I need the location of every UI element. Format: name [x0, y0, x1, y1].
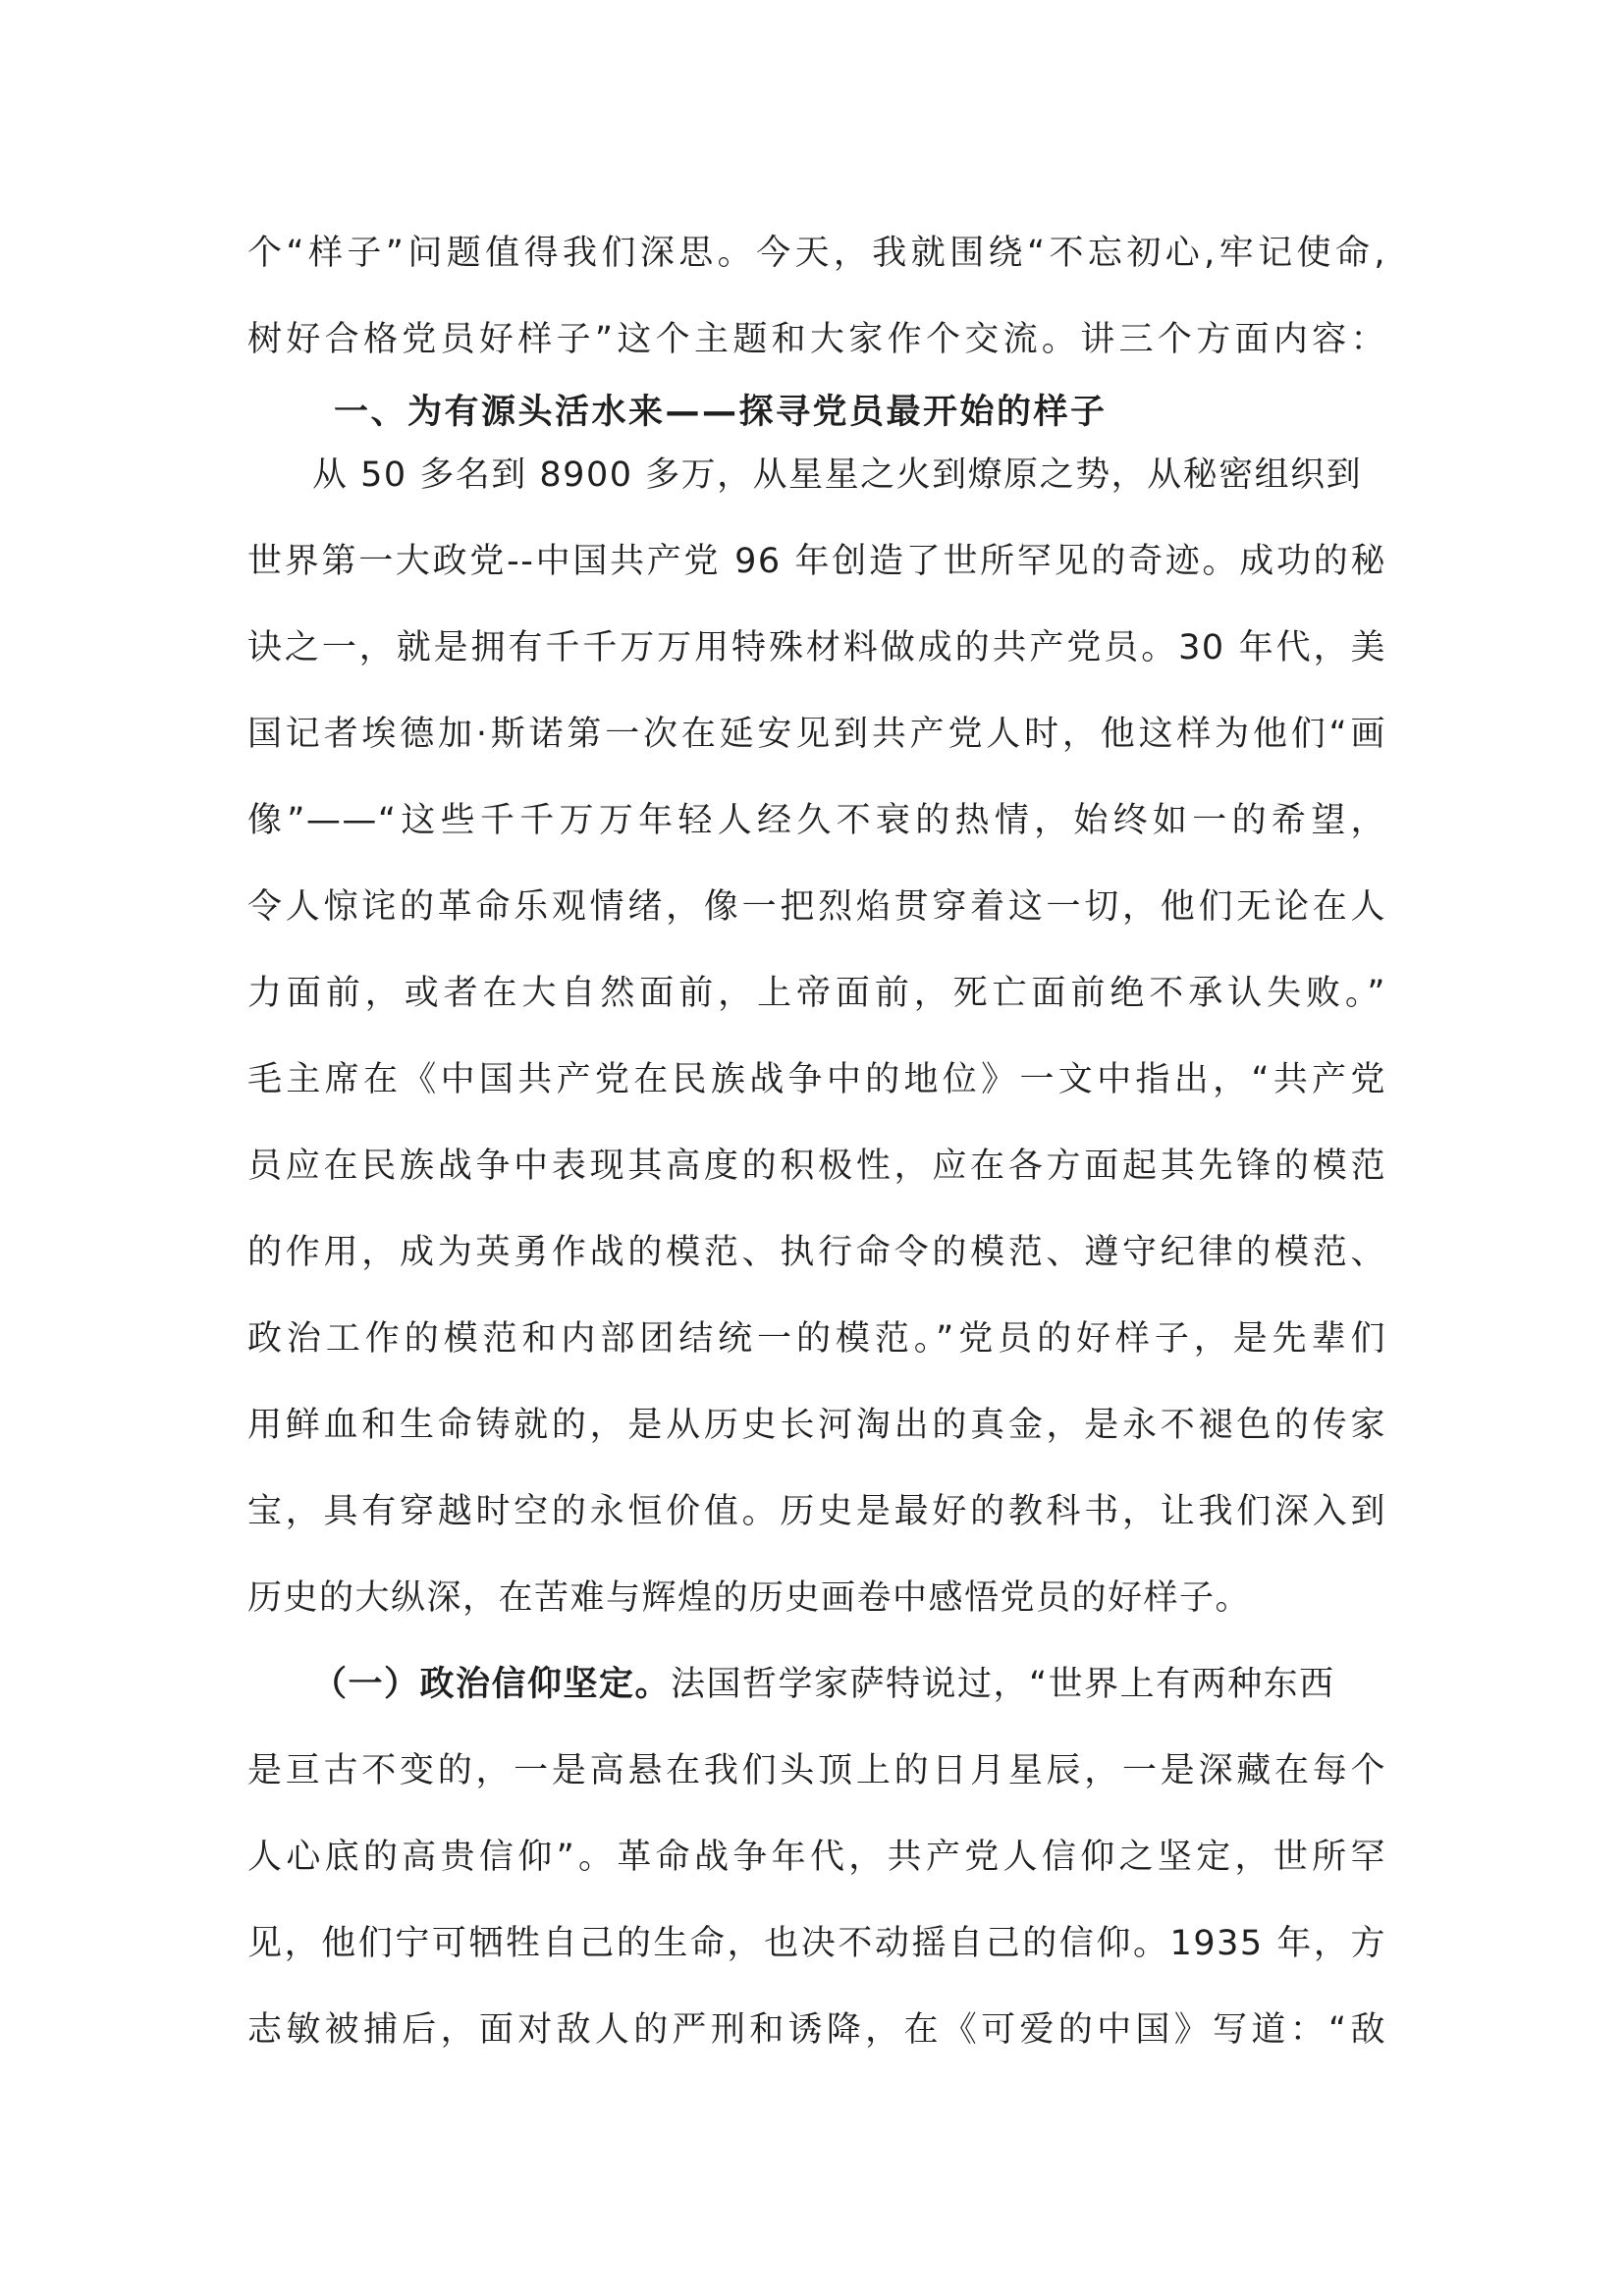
- text-line-22: 志敏被捕后，面对敌人的严刑和诱降，在《可爱的中国》写道：“敌: [247, 2010, 1386, 2050]
- text-line-6: 诀之一，就是拥有千千万万用特殊材料做成的共产党员。30 年代，美: [247, 628, 1386, 667]
- text-line-15: 用鲜血和生命铸就的，是从历史长河淘出的真金，是永不褪色的传家: [247, 1406, 1386, 1445]
- text-line-20: 人心底的高贵信仰”。革命战争年代，共产党人信仰之坚定，世所罕: [247, 1838, 1386, 1877]
- text-line-14: 政治工作的模范和内部团结统一的模范。”党员的好样子，是先辈们: [247, 1319, 1386, 1359]
- subsection-text: 法国哲学家萨特说过，“世界上有两种东西: [671, 1665, 1335, 1704]
- text-line-17: 历史的大纵深，在苦难与辉煌的历史画卷中感悟党员的好样子。: [247, 1578, 1252, 1618]
- text-line-8: 像”——“这些千千万万年轻人经久不衰的热情，始终如一的希望，: [247, 801, 1386, 840]
- text-line-10: 力面前，或者在大自然面前，上帝面前，死亡面前绝不承认失败。”: [247, 974, 1386, 1013]
- text-line-2: 树好合格党员好样子”这个主题和大家作个交流。讲三个方面内容：: [247, 320, 1386, 359]
- text-line-19: 是亘古不变的，一是高悬在我们头顶上的日月星辰，一是深藏在每个: [247, 1751, 1386, 1790]
- text-line-12: 员应在民族战争中表现其高度的积极性，应在各方面起其先锋的模范: [247, 1147, 1386, 1186]
- text-line-9: 令人惊诧的革命乐观情绪，像一把烈焰贯穿着这一切，他们无论在人: [247, 887, 1386, 927]
- text-line-13: 的作用，成为英勇作战的模范、执行命令的模范、遵守纪律的模范、: [247, 1233, 1386, 1272]
- text-line-11: 毛主席在《中国共产党在民族战争中的地位》一文中指出，“共产党: [247, 1060, 1386, 1099]
- text-line-7: 国记者埃德加·斯诺第一次在延安见到共产党人时，他这样为他们“画: [247, 715, 1386, 754]
- text-line-5: 世界第一大政党--中国共产党 96 年创造了世所罕见的奇迹。成功的秘: [247, 542, 1386, 581]
- text-line-1: 个“样子”问题值得我们深思。今天，我就围绕“不忘初心,牢记使命,: [247, 234, 1386, 273]
- section-paragraph-first-line: [312, 1663, 1386, 1706]
- subsection-title: （一）政治信仰坚定。: [312, 1665, 672, 1704]
- section-heading: 一、为有源头活水来——探寻党员最开始的样子: [334, 393, 1108, 432]
- text-line-4: 从 50 多名到 8900 多万，从星星之火到燎原之势，从秘密组织到: [312, 455, 1363, 495]
- text-line-21: 见，他们宁可牺牲自己的生命，也决不动摇自己的信仰。1935 年，方: [247, 1924, 1386, 1963]
- text-line-16: 宝，具有穿越时空的永恒价值。历史是最好的教科书，让我们深入到: [247, 1492, 1386, 1531]
